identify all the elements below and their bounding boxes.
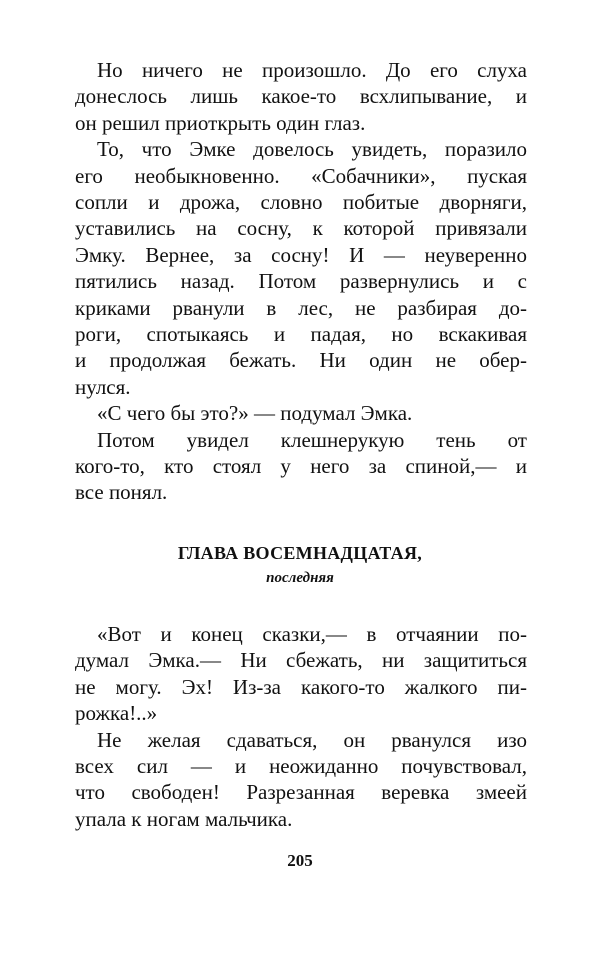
text-line: сопли и дрожа, словно побитые дворняги, — [75, 190, 527, 214]
text-line: То, что Эмке довелось увидеть, поразило — [97, 137, 527, 162]
text-line: он решил приоткрыть один глаз. — [75, 110, 366, 135]
text-line: Но ничего не произошло. До его слуха — [97, 58, 527, 82]
text-line: что свободен! Разрезанная веревка змеей — [75, 780, 527, 805]
text-line: уставились на сосну, к которой привязали — [75, 216, 527, 241]
text-line: и продолжая бежать. Ни один не обер- — [75, 348, 527, 373]
text-line: Потом увидел клешнерукую тень от — [97, 427, 527, 452]
text-line: роги, спотыкаясь и падая, но вскакивая — [75, 322, 527, 346]
text-line: упала к ногам мальчика. — [75, 806, 293, 831]
text-line: его необыкновенно. «Собачники», пуская — [75, 163, 527, 188]
text-line: думал Эмка.— Ни сбежать, ни защититься — [75, 648, 527, 673]
text-line: Не желая сдаваться, он рванулся изо — [97, 727, 527, 752]
text-line: «С чего бы это?» — подумал Эмка. — [97, 401, 413, 426]
text-line: нулся. — [75, 374, 131, 399]
text-line: «Вот и конец сказки,— в отчаянии по- — [97, 622, 527, 646]
text-line: пятились назад. Потом развернулись и с — [75, 269, 527, 294]
text-line: донеслось лишь какое-то всхлипывание, и — [75, 84, 527, 109]
text-line: всех сил — и неожиданно почувствовал, — [75, 754, 527, 778]
text-line: криками рванули в лес, не разбирая до- — [75, 295, 527, 320]
text-line: кого-то, кто стоял у него за спиной,— и — [75, 454, 527, 478]
chapter-title: ГЛАВА ВОСЕМНАДЦАТАЯ, — [177, 543, 423, 563]
chapter-subtitle: последняя — [266, 570, 334, 586]
text-line: все понял. — [75, 480, 168, 505]
text-line: Эмку. Вернее, за сосну! И — неуверенно — [75, 242, 527, 267]
page-number: 205 — [287, 851, 313, 870]
text-line: не могу. Эх! Из-за какого-то жалкого пи- — [75, 674, 527, 699]
text-line: рожка!..» — [75, 701, 158, 726]
